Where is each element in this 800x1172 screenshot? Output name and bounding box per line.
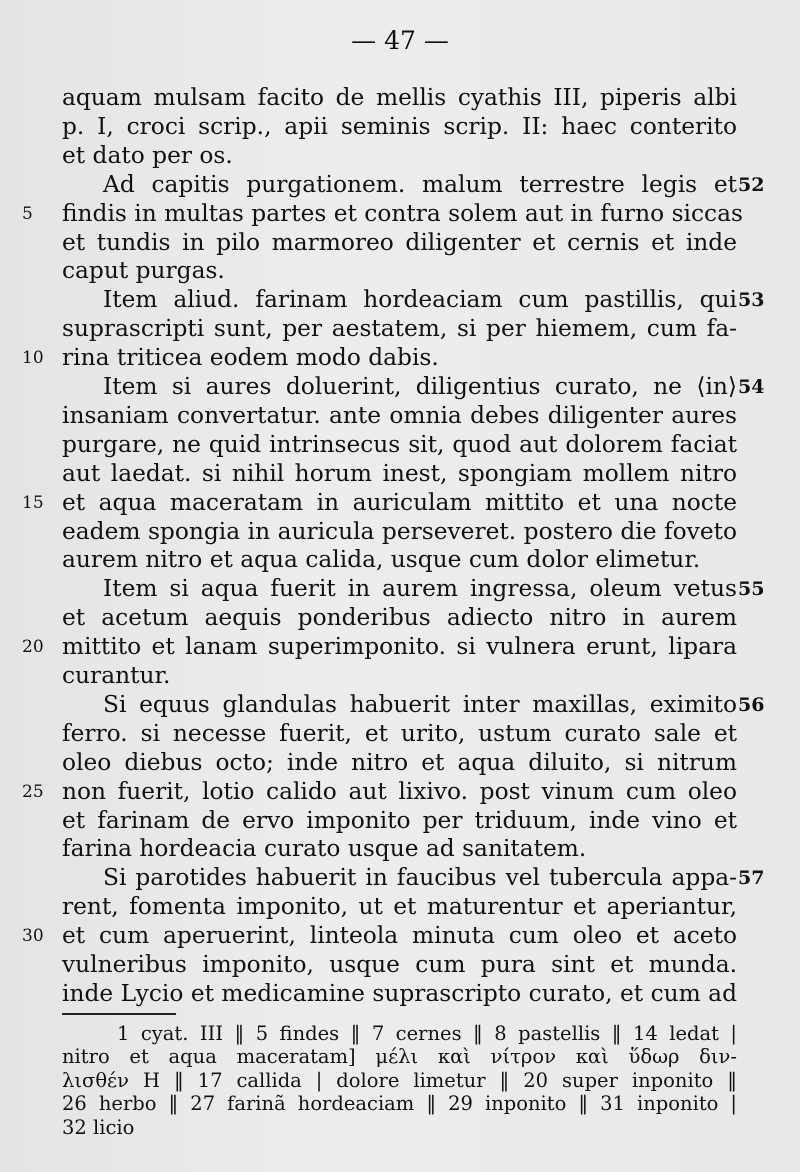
text-line: Item si aures doluerint, diligentius curato, ne ⟨in⟩ (103, 373, 737, 400)
text-line: non fuerit, lotio calido aut lixivo. post vinum cum oleo (62, 778, 737, 805)
text-line: Item si aqua fuerit in aurem ingressa, oleum vetus (103, 575, 737, 602)
text-line: aut laedat. si nihil horum inest, spongiam mollem nitro (62, 460, 737, 487)
footnote-rule (62, 1013, 176, 1015)
text-line: Ad capitis purgationem. malum terrestre legis et (103, 171, 737, 198)
text-line: et aqua maceratam in auriculam mittito et una nocte (62, 489, 737, 516)
text-line: curantur. (62, 662, 171, 689)
line-number: 10 (22, 348, 44, 368)
text-line: purgare, ne quid intrinsecus sit, quod aut dolorem faciat (62, 431, 737, 458)
text-line: Si equus glandulas habuerit inter maxillas, eximito (103, 691, 737, 718)
text-line: suprascripti sunt, per aestatem, si per hiemem, cum fa- (62, 315, 737, 342)
text-line: oleo diebus octo; inde nitro et aqua diluito, si nitrum (62, 749, 737, 776)
text-line: Si parotides habuerit in faucibus vel tubercula appa- (103, 864, 737, 891)
text-line: rina triticea eodem modo dabis. (62, 344, 439, 371)
section-number: 53 (738, 289, 765, 311)
text-line: insaniam convertatur. ante omnia debes diligenter aures (62, 402, 737, 429)
text-line: et acetum aequis ponderibus adiecto nitro in aurem (62, 604, 737, 631)
text-line: et farinam de ervo imponito per triduum, inde vino et (62, 807, 737, 834)
text-line: aurem nitro et aqua calida, usque cum dolor elimetur. (62, 546, 701, 573)
text-line: rent, fomenta imponito, ut et maturentur et aperiantur, (62, 893, 737, 920)
text-line: p. I, croci scrip., apii seminis scrip. II: haec conterito (62, 113, 737, 140)
text-line: caput purgas. (62, 257, 225, 284)
text-line: mittito et lanam superimponito. si vulnera erunt, lipara (62, 633, 737, 660)
apparatus-line: λισθέν H ‖ 17 callida | dolore limetur ‖ 20 super inponito ‖ (62, 1069, 737, 1092)
line-number: 5 (22, 204, 33, 224)
text-line: vulneribus imponito, usque cum pura sint et munda. (62, 951, 737, 978)
line-number: 15 (22, 493, 44, 513)
apparatus-line: 1 cyat. III ‖ 5 findes ‖ 7 cernes ‖ 8 pastellis ‖ 14 ledat | (117, 1022, 737, 1045)
text-line: eadem spongia in auricula perseveret. postero die foveto (62, 518, 737, 545)
line-number: 20 (22, 637, 44, 657)
apparatus-line: 26 herbo ‖ 27 farinã hordeaciam ‖ 29 inponito ‖ 31 inponito | (62, 1092, 737, 1115)
apparatus-line: nitro et aqua maceratam] μέλι καὶ νίτρον καὶ ὕδωρ διν- (62, 1045, 737, 1068)
section-number: 52 (738, 174, 765, 196)
apparatus-line: 32 licio (62, 1116, 135, 1139)
line-number: 25 (22, 782, 44, 802)
text-line: inde Lycio et medicamine suprascripto curato, et cum ad (62, 980, 737, 1007)
page-number: — 47 — (351, 26, 449, 55)
section-number: 56 (738, 694, 765, 716)
line-number: 30 (22, 926, 44, 946)
text-line: ferro. si necesse fuerit, et urito, ustum curato sale et (62, 720, 737, 747)
section-number: 54 (738, 376, 765, 398)
text-line: et dato per os. (62, 142, 233, 169)
text-line: et cum aperuerint, linteola minuta cum oleo et aceto (62, 922, 737, 949)
section-number: 55 (738, 578, 765, 600)
text-line: et tundis in pilo marmoreo diligenter et cernis et inde (62, 229, 737, 256)
text-line: aquam mulsam facito de mellis cyathis III, piperis albi (62, 84, 737, 111)
text-line: Item aliud. farinam hordeaciam cum pastillis, qui (103, 286, 737, 313)
text-line: farina hordeacia curato usque ad sanitatem. (62, 835, 587, 862)
text-line: findis in multas partes et contra solem aut in furno siccas (62, 200, 743, 227)
section-number: 57 (738, 867, 765, 889)
